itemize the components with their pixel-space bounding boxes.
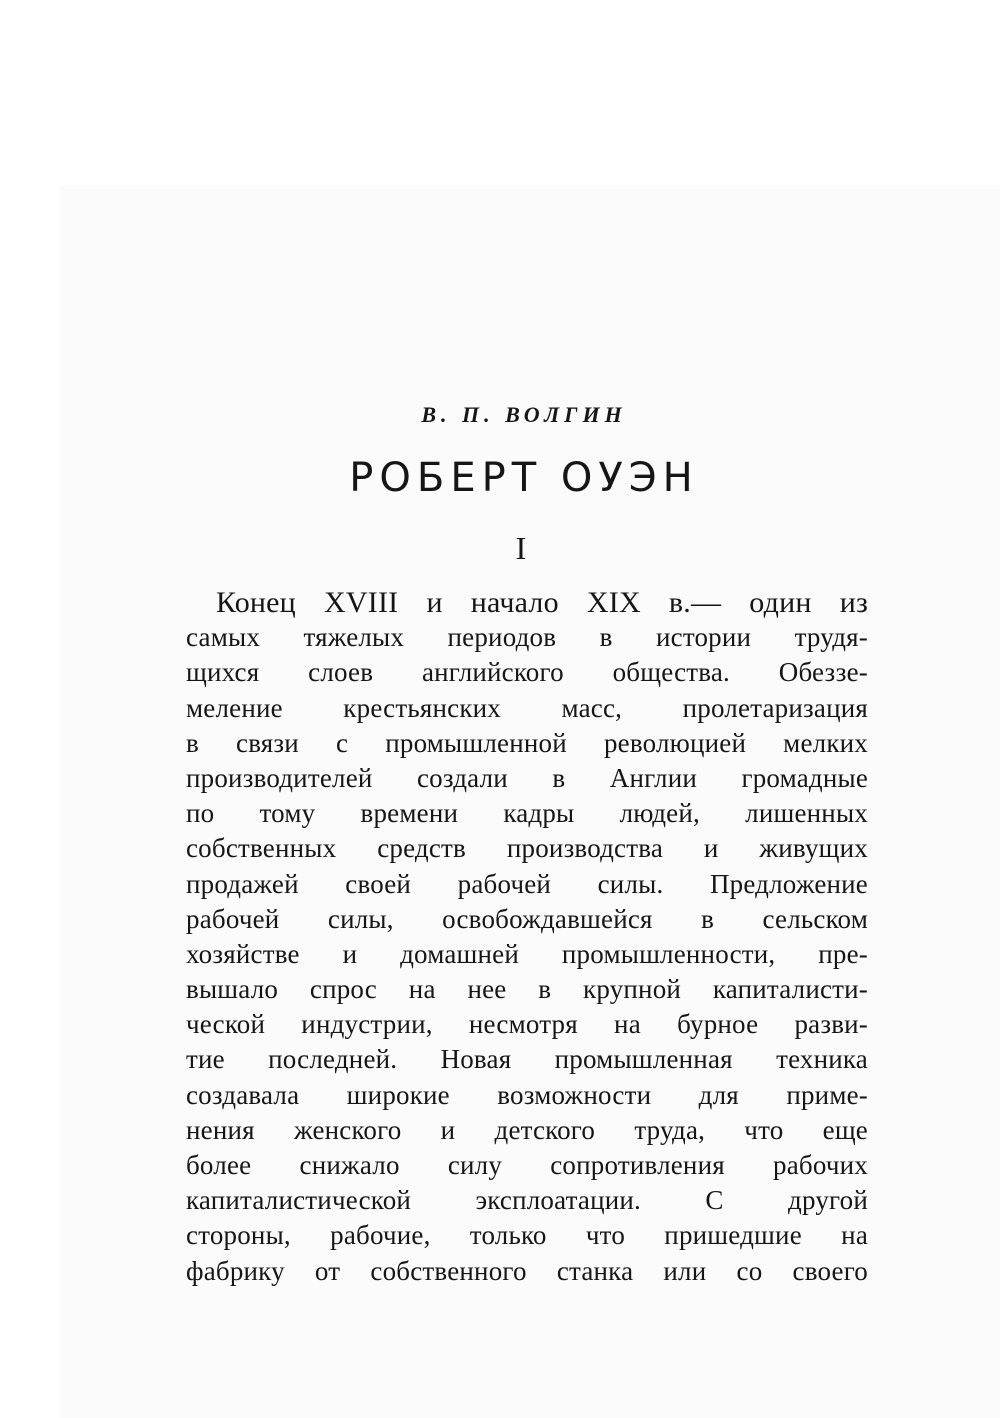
text-line: ческой индустрии, несмотря на бурное разви- [186, 1009, 868, 1040]
body-paragraph [186, 585, 868, 1289]
text-line: тие последней. Новая промышленная техника [186, 1044, 868, 1075]
text-line: собственных средств производства и живущих [186, 833, 868, 864]
text-line: продажей своей рабочей силы. Предложение [186, 868, 868, 899]
text-line: стороны, рабочие, только что пришедшие на [186, 1220, 868, 1251]
text-line: самых тяжелых периодов в истории трудя- [186, 622, 868, 653]
text-line: в связи с промышленной революцией мелких [186, 727, 868, 758]
section-number: I [515, 530, 527, 566]
text-line: Конец XVIII и начало XIX в.— один из [216, 586, 868, 619]
text-line: нения женского и детского труда, что еще [186, 1114, 868, 1145]
text-line: щихся слоев английского общества. Обеззе- [186, 657, 868, 688]
chapter-title: РОБЕРТ ОУЭН [349, 455, 699, 501]
text-line: фабрику от собственного станка или со своего [186, 1255, 868, 1286]
text-line: вышало спрос на нее в крупной капиталисти- [186, 974, 868, 1005]
text-line: создавала широкие возможности для приме- [186, 1079, 868, 1110]
text-line: хозяйстве и домашней промышленности, пре- [186, 938, 868, 969]
text-line: меление крестьянских масс, пролетаризация [186, 692, 868, 723]
text-line: рабочей силы, освобождавшейся в сельском [186, 903, 868, 934]
text-line: по тому времени кадры людей, лишенных [186, 798, 868, 829]
text-line: более снижало силу сопротивления рабочих [186, 1150, 868, 1180]
text-line: производителей создали в Англии громадные [186, 762, 868, 793]
text-line: капиталистической эксплоатации. С другой [186, 1185, 868, 1216]
author-name: В. П. ВОЛГИН [421, 402, 627, 427]
